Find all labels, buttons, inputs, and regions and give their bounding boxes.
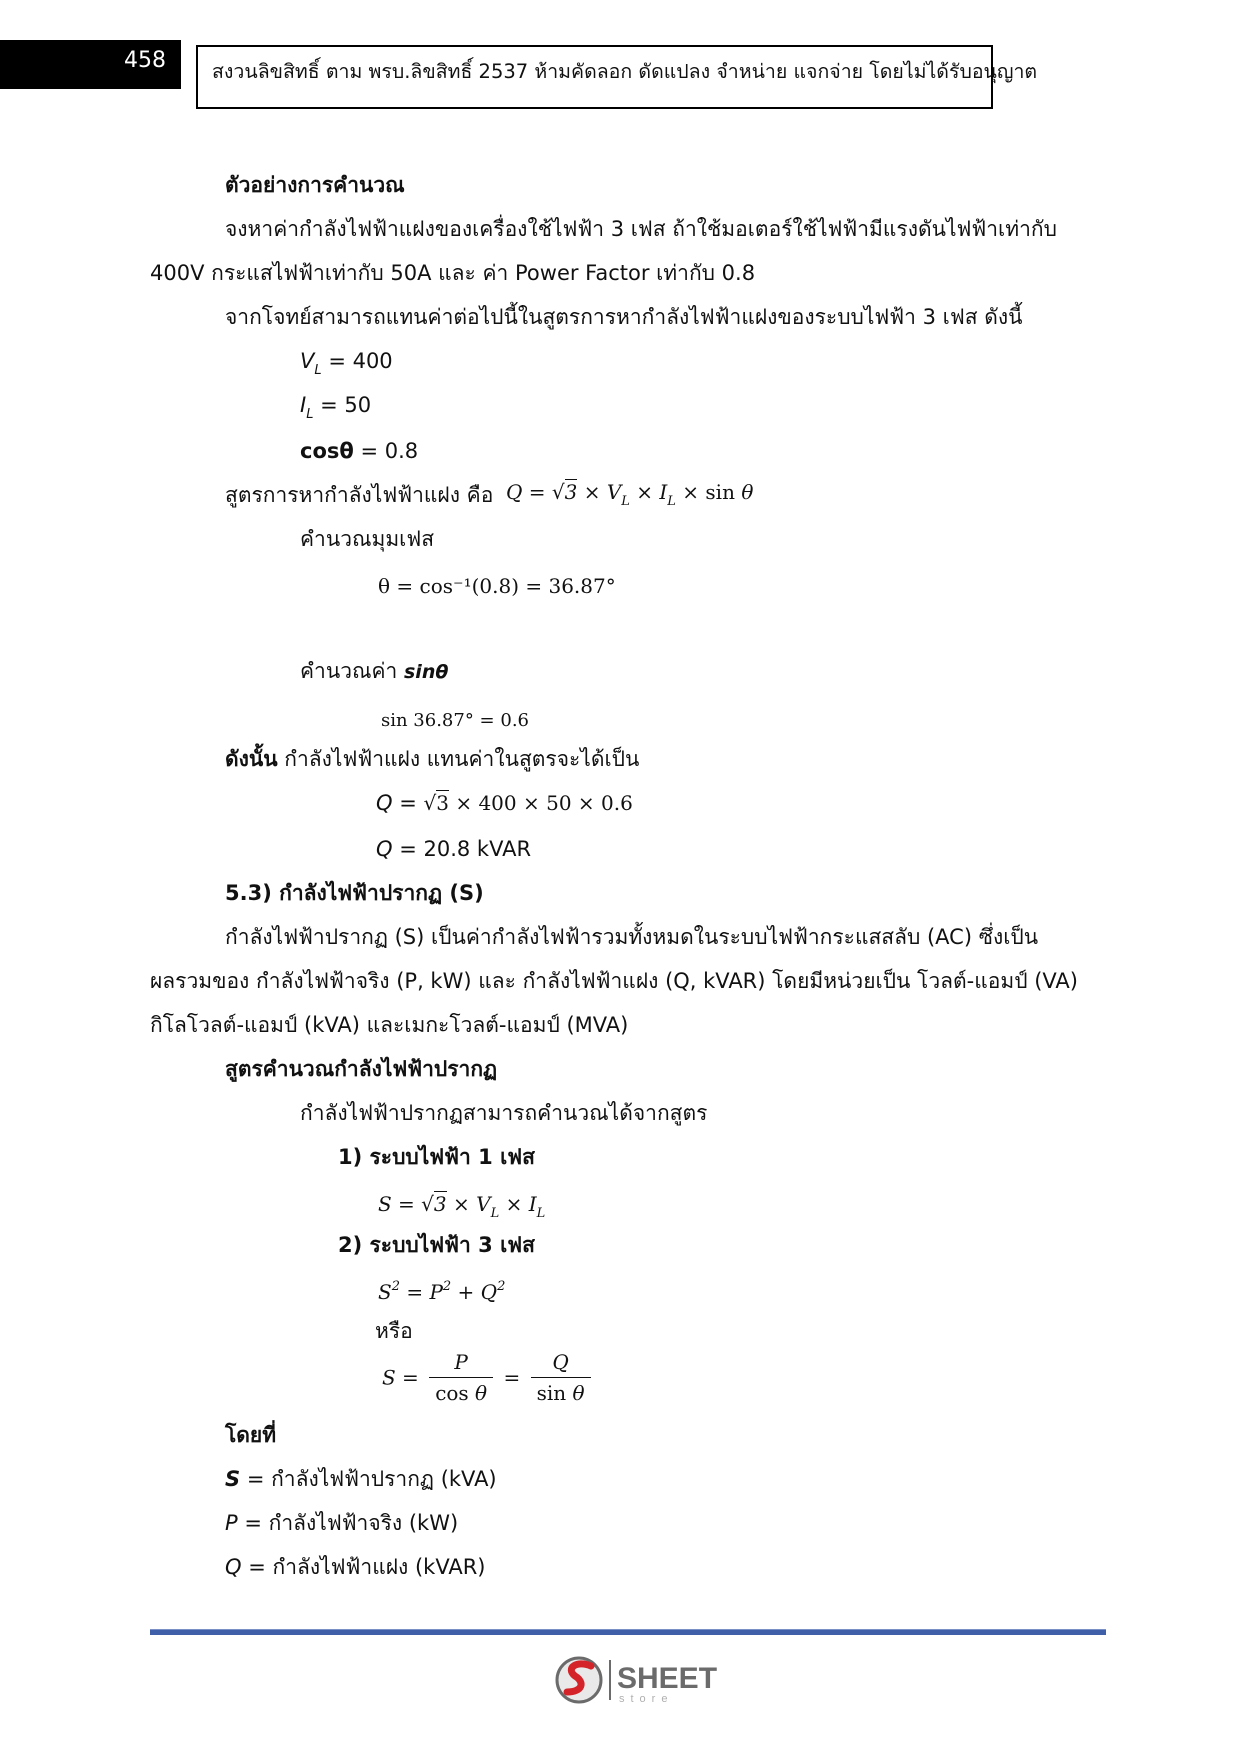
example-heading: ตัวอย่างการคำนวณ — [225, 173, 405, 197]
vl-symbol: $V_L$ — [300, 349, 322, 378]
where-heading: โดยที่ — [225, 1423, 277, 1447]
section-para-line-2: ผลรวมของ กำลังไฟฟ้าจริง (P, kW) และ กำลังไฟฟ้าแฝง (Q, kVAR) โดยมีหน่วยเป็น โวลต์-แอมป์ (VA) — [150, 969, 1078, 993]
definition-p-text: = กำลังไฟฟ้าจริง (kW) — [244, 1511, 459, 1535]
definition-q-text: = กำลังไฟฟ้าแฝง (kVAR) — [248, 1555, 486, 1579]
or-text: หรือ — [375, 1319, 413, 1343]
therefore-line — [225, 744, 639, 774]
il-value: = 50 — [320, 393, 372, 417]
apparent-power-pythag-formula: $S^2 = P^2 + Q^2$ — [378, 1279, 506, 1304]
formula-intro: กำลังไฟฟ้าปรากฏสามารถคำนวณได้จากสูตร — [300, 1101, 708, 1125]
phase-angle-equation: θ = cos⁻¹(0.8) = 36.87° — [378, 574, 616, 598]
definition-q: Q = กำลังไฟฟ้าแฝง (kVAR) — [225, 1555, 486, 1579]
q-result-line: Q = 20.8 kVAR — [376, 837, 532, 861]
apparent-power-1phase-formula: $S = √3 \times V_L \times I_L$ — [378, 1192, 546, 1221]
section-heading: 5.3) กำลังไฟฟ้าปรากฏ (S) — [225, 881, 484, 905]
copyright-notice: สงวนลิขสิทธิ์ ตาม พรบ.ลิขสิทธิ์ 2537 ห้ามคัดลอก ดัดแปลง จำหน่าย แจกจ่าย โดยไม่ได้รับอนุญาต — [212, 60, 1038, 83]
item-3-phase: 2) ระบบไฟฟ้า 3 เฟส — [338, 1233, 535, 1257]
il-symbol: $I_L$ — [300, 393, 314, 422]
problem-line-1: จงหาค่ากำลังไฟฟ้าแฝงของเครื่องใช้ไฟฟ้า 3 เฟส ถ้าใช้มอเตอร์ใช้ไฟฟ้ามีแรงดันไฟฟ้าเท่ากับ — [225, 217, 1057, 241]
definition-p: P = กำลังไฟฟ้าจริง (kW) — [225, 1511, 459, 1535]
footer-rule — [150, 1629, 1106, 1635]
therefore-bold: ดังนั้น — [225, 747, 278, 771]
cos-label: cosθ — [300, 439, 354, 463]
brand-text: SHEET — [617, 1662, 718, 1695]
therefore-text: กำลังไฟฟ้าแฝง แทนค่าในสูตรจะได้เป็น — [277, 747, 640, 771]
apparent-power-ratio-formula: S = $\frac{P}{\text{cos θ}}$ = $\frac{Q}{\text{sin θ}}$ — [382, 1350, 595, 1405]
vl-value: = 400 — [328, 349, 393, 373]
phase-angle-label: คำนวณมุมเฟส — [300, 527, 435, 551]
section-para-line-1: กำลังไฟฟ้าปรากฏ (S) เป็นค่ากำลังไฟฟ้ารวมทั้งหมดในระบบไฟฟ้ากระแสสลับ (AC) ซึ่งเป็น — [225, 925, 1039, 949]
item-1-phase: 1) ระบบไฟฟ้า 1 เฟส — [338, 1145, 535, 1169]
q-substitution-line: Q = √3 × 400 × 50 × 0.6 — [376, 791, 633, 815]
il-line — [300, 390, 371, 424]
q-substitution: × 400 × 50 × 0.6 — [455, 791, 633, 815]
cos-value: = 0.8 — [360, 439, 419, 463]
sin-equation: sin 36.87° = 0.6 — [381, 710, 529, 731]
sin-symbol: sinθ — [404, 661, 449, 683]
page-number: 458 — [124, 48, 166, 73]
vl-line — [300, 346, 393, 380]
formula-label: สูตรการหากำลังไฟฟ้าแฝง คือ — [225, 483, 494, 507]
q-result: = 20.8 kVAR — [399, 837, 532, 861]
brand-sub-text: store — [619, 1693, 674, 1705]
sin-line — [300, 656, 448, 687]
sheet-store-logo — [555, 1652, 735, 1706]
reactive-power-formula: $Q = √3 \times V_L \times I_L \times \sin \theta$ — [506, 480, 754, 509]
substitute-intro: จากโจทย์สามารถแทนค่าต่อไปนี้ในสูตรการหากำลังไฟฟ้าแฝงของระบบไฟฟ้า 3 เฟส ดังนี้ — [225, 305, 1023, 329]
definition-s: S = กำลังไฟฟ้าปรากฏ (kVA) — [225, 1467, 497, 1491]
cos-line — [300, 436, 418, 466]
problem-line-2: 400V กระแสไฟฟ้าเท่ากับ 50A และ ค่า Power Factor เท่ากับ 0.8 — [150, 261, 756, 285]
formula-heading: สูตรคำนวณกำลังไฟฟ้าปรากฏ — [225, 1057, 498, 1081]
sin-label: คำนวณค่า — [300, 659, 398, 683]
section-para-line-3: กิโลโวลต์-แอมป์ (kVA) และเมกะโวลต์-แอมป์ (MVA) — [150, 1013, 629, 1037]
definition-s-text: = กำลังไฟฟ้าปรากฏ (kVA) — [246, 1467, 497, 1491]
